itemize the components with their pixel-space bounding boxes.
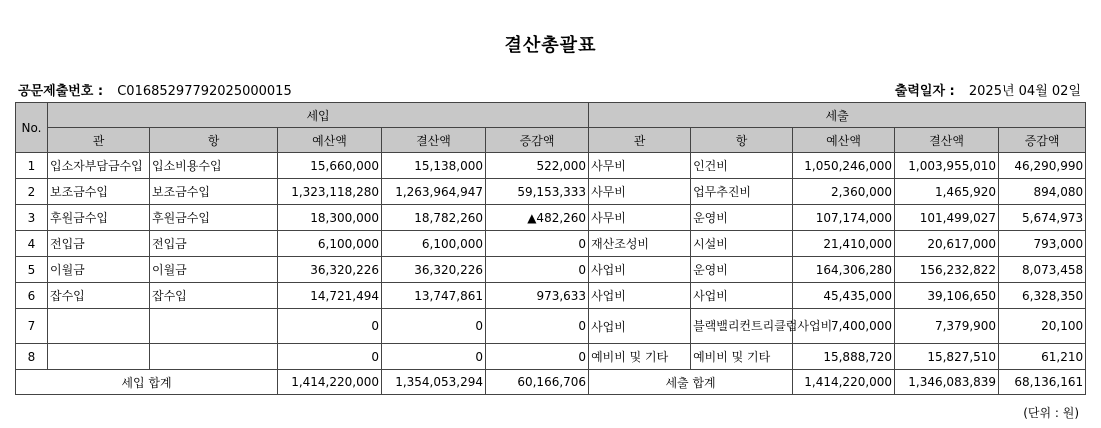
expense-change: 5,674,973: [999, 205, 1086, 231]
expense-settlement: 39,106,650: [895, 283, 999, 309]
table-row: [16, 153, 1086, 179]
header-income-budget: 예산액: [278, 128, 382, 153]
expense-hang: 인건비: [691, 153, 793, 179]
income-kwan: [48, 309, 150, 344]
print-date-value: 2025년 04월 02일: [968, 84, 1081, 99]
expense-settlement: 156,232,822: [895, 257, 999, 283]
table-row: [16, 205, 1086, 231]
expense-total-settlement: 1,346,083,839: [895, 370, 999, 395]
expense-budget: 1,050,246,000: [793, 153, 895, 179]
totals-row: [16, 370, 1086, 395]
header-expense-budget: 예산액: [793, 128, 895, 153]
expense-hang: 예비비 및 기타: [691, 344, 793, 370]
income-hang: 잡수입: [150, 283, 278, 309]
expense-change: 61,210: [999, 344, 1086, 370]
income-change: 0: [486, 344, 589, 370]
expense-change: 793,000: [999, 231, 1086, 257]
income-change: 0: [486, 309, 589, 344]
row-no: 6: [16, 283, 48, 309]
settlement-summary-table: [15, 102, 1086, 395]
expense-hang: 업무추진비: [691, 179, 793, 205]
doc-number-label: 공문제출번호 :: [18, 84, 104, 99]
expense-kwan: 사업비: [589, 309, 691, 344]
income-budget: 15,660,000: [278, 153, 382, 179]
expense-kwan: 사무비: [589, 153, 691, 179]
expense-total-budget: 1,414,220,000: [793, 370, 895, 395]
header-no: No.: [16, 103, 48, 153]
print-date-label: 출력일자 :: [894, 84, 955, 99]
header-income-hang: 항: [150, 128, 278, 153]
income-change: 522,000: [486, 153, 589, 179]
expense-kwan: 사업비: [589, 257, 691, 283]
expense-hang: 사업비: [691, 283, 793, 309]
income-settlement: 0: [382, 309, 486, 344]
income-change: 0: [486, 231, 589, 257]
income-total-label: 세입 합계: [16, 370, 278, 395]
row-no: 8: [16, 344, 48, 370]
expense-settlement: 1,003,955,010: [895, 153, 999, 179]
income-kwan: [48, 344, 150, 370]
income-kwan: 전입금: [48, 231, 150, 257]
expense-settlement: 1,465,920: [895, 179, 999, 205]
income-change: ▲482,260: [486, 205, 589, 231]
income-total-change: 60,166,706: [486, 370, 589, 395]
unit-note: (단위 : 원): [1023, 406, 1079, 420]
header-expense-kwan: 관: [589, 128, 691, 153]
income-total-budget: 1,414,220,000: [278, 370, 382, 395]
expense-kwan: 예비비 및 기타: [589, 344, 691, 370]
expense-total-change: 68,136,161: [999, 370, 1086, 395]
expense-settlement: 101,499,027: [895, 205, 999, 231]
table-row: [16, 257, 1086, 283]
income-change: 59,153,333: [486, 179, 589, 205]
row-no: 7: [16, 309, 48, 344]
header-income-kwan: 관: [48, 128, 150, 153]
expense-hang: 운영비: [691, 257, 793, 283]
expense-change: 6,328,350: [999, 283, 1086, 309]
income-settlement: 0: [382, 344, 486, 370]
expense-hang: 블랙밸리컨트리클럽사업비: [691, 309, 793, 344]
expense-budget: 21,410,000: [793, 231, 895, 257]
table-row: [16, 231, 1086, 257]
expense-settlement: 7,379,900: [895, 309, 999, 344]
income-hang: 후원금수입: [150, 205, 278, 231]
income-hang: 보조금수입: [150, 179, 278, 205]
expense-kwan: 사무비: [589, 205, 691, 231]
expense-kwan: 재산조성비: [589, 231, 691, 257]
income-settlement: 18,782,260: [382, 205, 486, 231]
doc-number-value: C01685297792025000015: [117, 84, 292, 99]
income-kwan: 후원금수입: [48, 205, 150, 231]
table-row: [16, 309, 1086, 344]
income-budget: 18,300,000: [278, 205, 382, 231]
income-settlement: 13,747,861: [382, 283, 486, 309]
print-date-line: [895, 80, 1081, 99]
income-hang: 입소비용수입: [150, 153, 278, 179]
income-budget: 36,320,226: [278, 257, 382, 283]
income-total-settlement: 1,354,053,294: [382, 370, 486, 395]
expense-kwan: 사업비: [589, 283, 691, 309]
income-settlement: 15,138,000: [382, 153, 486, 179]
expense-change: 46,290,990: [999, 153, 1086, 179]
expense-change: 20,100: [999, 309, 1086, 344]
income-settlement: 6,100,000: [382, 231, 486, 257]
page-title: 결산총괄표: [504, 35, 597, 56]
income-kwan: 잡수입: [48, 283, 150, 309]
row-no: 4: [16, 231, 48, 257]
income-budget: 0: [278, 344, 382, 370]
row-no: 1: [16, 153, 48, 179]
row-no: 2: [16, 179, 48, 205]
expense-settlement: 15,827,510: [895, 344, 999, 370]
expense-budget: 2,360,000: [793, 179, 895, 205]
expense-budget: 7,400,000: [793, 309, 895, 344]
income-hang: 이월금: [150, 257, 278, 283]
income-change: 0: [486, 257, 589, 283]
expense-budget: 15,888,720: [793, 344, 895, 370]
expense-hang: 운영비: [691, 205, 793, 231]
income-budget: 0: [278, 309, 382, 344]
expense-total-label: 세출 합계: [589, 370, 793, 395]
income-kwan: 보조금수입: [48, 179, 150, 205]
income-kwan: 이월금: [48, 257, 150, 283]
header-expense-change: 증감액: [999, 128, 1086, 153]
table-row: [16, 344, 1086, 370]
income-settlement: 36,320,226: [382, 257, 486, 283]
header-income-settlement: 결산액: [382, 128, 486, 153]
income-kwan: 입소자부담금수입: [48, 153, 150, 179]
table-row: [16, 283, 1086, 309]
table-row: [16, 179, 1086, 205]
income-hang: [150, 344, 278, 370]
income-hang: 전입금: [150, 231, 278, 257]
income-hang: [150, 309, 278, 344]
expense-change: 8,073,458: [999, 257, 1086, 283]
expense-budget: 107,174,000: [793, 205, 895, 231]
expense-hang: 시설비: [691, 231, 793, 257]
income-change: 973,633: [486, 283, 589, 309]
header-income: 세입: [48, 103, 589, 128]
expense-budget: 164,306,280: [793, 257, 895, 283]
income-settlement: 1,263,964,947: [382, 179, 486, 205]
header-expense-hang: 항: [691, 128, 793, 153]
row-no: 5: [16, 257, 48, 283]
income-budget: 14,721,494: [278, 283, 382, 309]
header-expense-settlement: 결산액: [895, 128, 999, 153]
income-budget: 1,323,118,280: [278, 179, 382, 205]
expense-change: 894,080: [999, 179, 1086, 205]
header-income-change: 증감액: [486, 128, 589, 153]
expense-budget: 45,435,000: [793, 283, 895, 309]
expense-settlement: 20,617,000: [895, 231, 999, 257]
expense-kwan: 사무비: [589, 179, 691, 205]
income-budget: 6,100,000: [278, 231, 382, 257]
doc-number-line: [18, 80, 292, 99]
row-no: 3: [16, 205, 48, 231]
header-expense: 세출: [589, 103, 1086, 128]
